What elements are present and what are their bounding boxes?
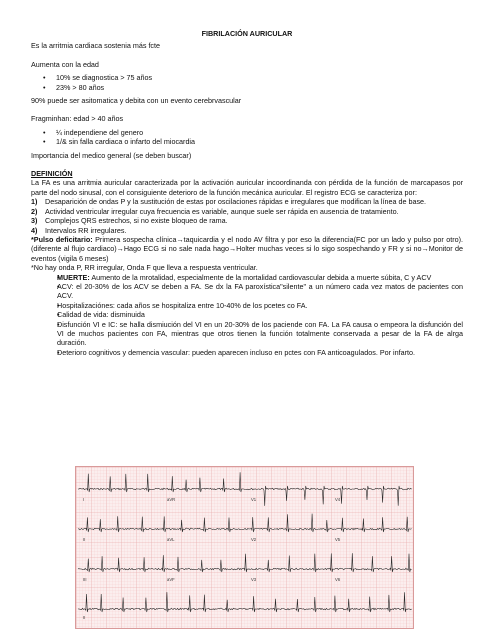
pulse-deficit-label: *Pulso deficitario: <box>31 234 93 244</box>
list-item: • 10% se diagnostica > 75 años <box>43 73 463 82</box>
lead-label: I <box>83 497 85 502</box>
lead-label: aVR <box>167 497 176 502</box>
criteria-item <box>31 216 463 225</box>
lead-label: II <box>83 537 86 542</box>
list-item <box>57 282 463 301</box>
list-item: • 1/& sin falla cardiaca o infarto del miocardia <box>43 137 463 146</box>
no-p-wave-line: *No hay onda P, RR irregular, Onda F que lleva a respuesta ventricular. <box>31 263 258 273</box>
complication-bold: MUERTE: <box>57 272 90 282</box>
ecg-strip-image <box>75 466 414 629</box>
definition-text: La FA es una arritmia auricular caracterizada por la activación auricular incoordinanda con pérdida de la función de marcapasos por parte del nodo sinusal, con el consiguiente deterioro de la función mecánica auricular. El registro ECG se caracteriza por: <box>31 178 463 197</box>
criteria-text: Intervalos RR irregulares. <box>45 225 127 235</box>
criteria-number: 4) <box>31 225 38 235</box>
page-title: FIBRILACIÓN AURICULAR <box>201 29 293 38</box>
criteria-text: Actividad ventricular irregular cuya frecuencia es variable, aunque suele ser rápida en ausencia de tratamiento. <box>45 206 399 216</box>
lead-label: III <box>83 577 87 582</box>
complication-text: Hospitalizaciónes: cada años se hospitaliza entre 10-40% de los pcetes co FA. <box>57 300 308 310</box>
criteria-item <box>31 207 463 216</box>
lead-label: aVL <box>167 537 175 542</box>
complication-text: Deterioro cognitivos y demencia vascular: pueden aparecen incluso en pctes con FA anticoagulados. Por infarto. <box>57 347 415 357</box>
list-item <box>57 320 463 348</box>
list-item <box>57 273 463 282</box>
lead-label: V3 <box>251 577 257 582</box>
criteria-number: 1) <box>31 197 38 207</box>
lead-label: V6 <box>335 577 341 582</box>
intro-line: Es la arritmia cardiaca sostenia más fcte <box>31 41 161 51</box>
complication-text: Disfunción VI e IC: se halla dismiución del VI en un 20-30% de los paciende con FA. La FA causa o empeora la disfunción del VI de muchos pacientes con FA, mientras que otros tienen la función totalmente conservada a pesar de la FA de alrga duración. <box>57 319 463 348</box>
list-item <box>57 310 463 319</box>
definition-heading: DEFINICIÓN <box>31 169 73 179</box>
lead-label: V1 <box>251 497 257 502</box>
age-line: Aumenta con la edad <box>31 59 99 69</box>
pulse-deficit-paragraph <box>31 235 463 263</box>
list-item <box>57 301 463 310</box>
criteria-text: Complejos QRS estrechos, si no existe bloqueo de rama. <box>45 216 228 226</box>
stroke-line: 90% puede ser asitomatica y debita con un evento cerebrvascular <box>31 96 242 106</box>
criteria-text: Desaparición de ondas P y la sustitución de estas por oscilaciones rápidas e irregulares que modifican la línea de base. <box>45 197 427 207</box>
lead-label: V2 <box>251 537 257 542</box>
criteria-item <box>31 226 463 235</box>
list-item <box>57 348 463 357</box>
criteria-item <box>31 197 463 206</box>
list-item: • 23% > 80 años <box>43 83 463 92</box>
complication-text: Aumento de la mrotalidad, especialmente de la mortalidad cardiovascular debida a muerte súbita, C y ACV <box>89 272 432 282</box>
complication-text: Calidad de vida: disminuida <box>57 310 145 320</box>
criteria-number: 3) <box>31 216 38 226</box>
document-body <box>31 29 463 357</box>
age-list <box>31 73 463 92</box>
importance-line: Importancia del medico general (se deben buscar) <box>31 150 192 160</box>
list-item: • ¼ independiene del genero <box>43 128 463 137</box>
framingham-list <box>31 128 463 147</box>
complication-text: ACV: el 20-30% de los ACV se deben a FA. Se dx la FA paroxística"silente" a un número cada vez matos de pacientes con ACV. <box>57 281 463 301</box>
lead-label: V4 <box>335 497 341 502</box>
ecg-trace <box>76 467 413 628</box>
framingham-line: Fragminhan: edad > 40 años <box>31 114 124 124</box>
pulse-deficit-text: Primera sospecha clínica→taquicardia y el nodo AV filtra y por eso la diferencia(FC por un lado y pulso por otro). (diferente al flujo cardiaco)→Hago ECG si no sale nada hago→Holter muchas veces si lo sigo sospechando y FR y si no→Monitor de eventos (vigila 6 meses) <box>31 234 464 263</box>
lead-label: II <box>83 615 86 620</box>
complications-list <box>31 273 463 358</box>
lead-label: aVF <box>167 577 175 582</box>
criteria-number: 2) <box>31 206 38 216</box>
lead-label: V5 <box>335 537 341 542</box>
